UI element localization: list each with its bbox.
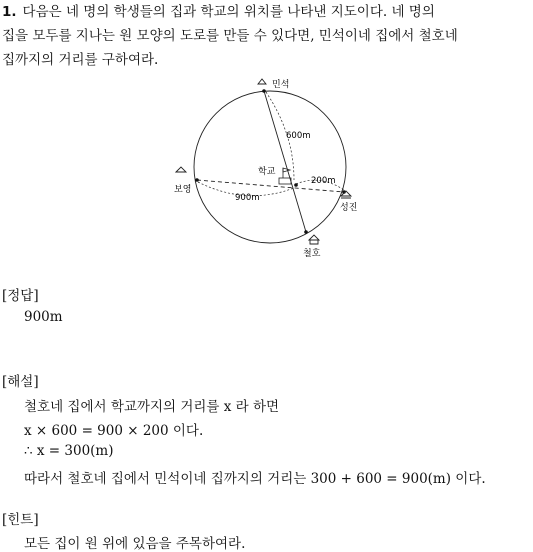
point-school (294, 183, 298, 187)
point-boyoung (195, 178, 199, 182)
label-boyoung: 보영 (174, 185, 192, 195)
hint-label: [힌트] (2, 512, 39, 528)
point-cheolho (304, 230, 308, 234)
label-minseok: 민석 (272, 80, 290, 90)
problem-statement (2, 0, 532, 72)
distance-900: 900m (235, 193, 260, 203)
label-school: 학교 (258, 167, 276, 177)
solution-line-4: 따라서 철호네 집에서 민석이네 집까지의 거리는 300 + 600 = 900(m) 이다. (24, 471, 486, 487)
solution-line-3: ∴ x = 300(m) (24, 443, 114, 459)
hint-text: 모든 집이 원 위에 있음을 주목하여라. (24, 536, 246, 552)
solution-label: [해설] (2, 374, 39, 390)
chord-minseok-cheolho (264, 91, 306, 232)
problem-line-3: 집까지의 거리를 구하여라. (2, 52, 159, 68)
point-minseok (262, 89, 266, 93)
label-cheolho: 철호 (303, 249, 321, 259)
solution-line-1: 철호네 집에서 학교까지의 거리를 x 라 하면 (24, 399, 280, 415)
problem-line-2: 집을 모두를 지나는 원 모양의 도로를 만들 수 있다면, 민석이네 집에서 철호네 (2, 28, 458, 44)
answer-value: 900m (24, 309, 63, 325)
solution-line-2: x × 600 = 900 × 200 이다. (24, 423, 204, 439)
distance-200: 200m (311, 176, 336, 186)
label-sungjin: 성진 (340, 203, 358, 213)
circle-road-map (168, 74, 368, 264)
question-number: 1. (2, 4, 17, 20)
answer-label: [정답] (2, 288, 39, 304)
problem-line-1: 1. 다음은 네 명의 학생들의 집과 학교의 위치를 나타낸 지도이다. 네 명의 (2, 4, 435, 20)
distance-600: 600m (286, 131, 311, 141)
